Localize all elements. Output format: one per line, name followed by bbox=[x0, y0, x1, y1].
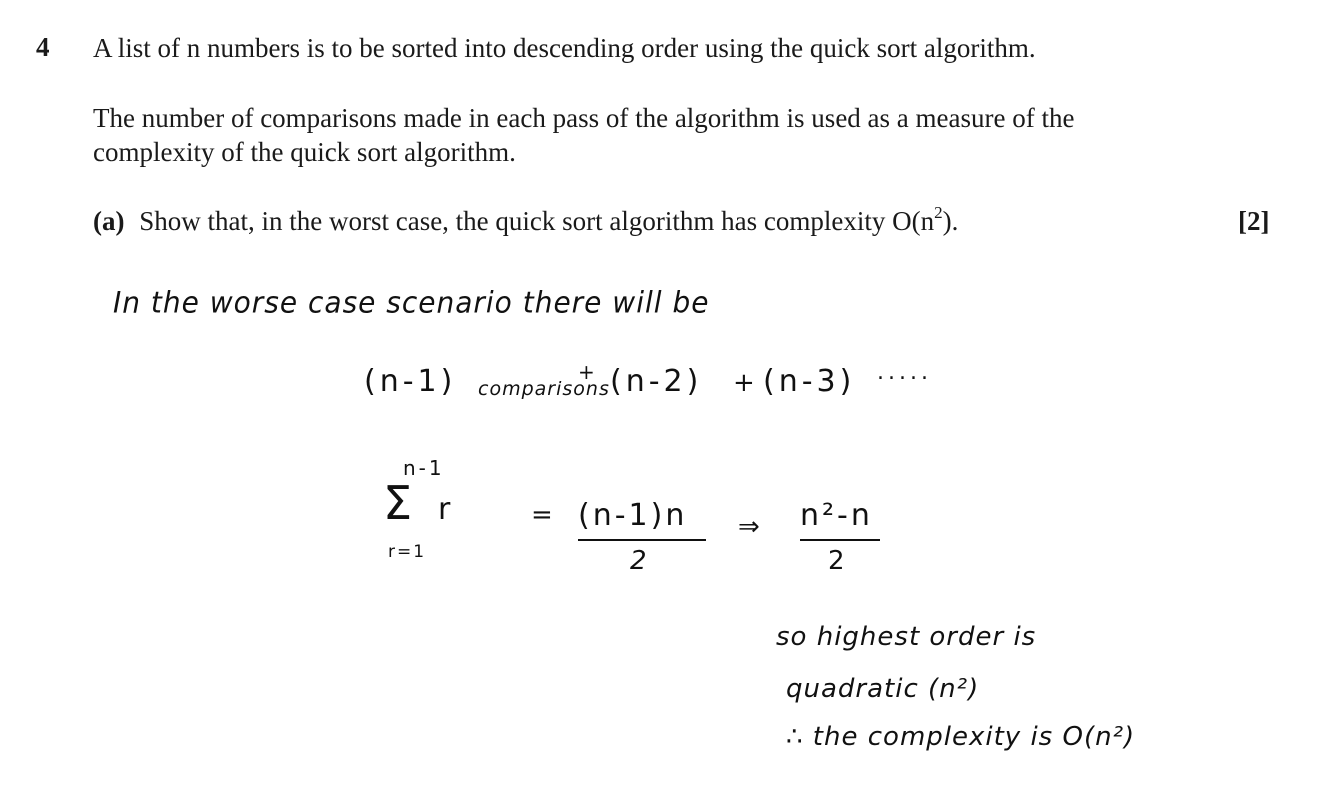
conclusion-line-3: ∴ the complexity is O(n²) bbox=[786, 722, 1136, 752]
question-stem-line-2: The number of comparisons made in each pass of the algorithm is used as a measure of the bbox=[93, 103, 1075, 133]
fraction-2-numerator: n²-n bbox=[800, 498, 873, 533]
implies-arrow: ⇒ bbox=[738, 512, 761, 542]
term-n-minus-2: (n-2) bbox=[610, 364, 703, 399]
part-a-text: Show that, in the worst case, the quick sort algorithm has complexity O(n bbox=[139, 206, 935, 236]
fraction-1-denominator: 2 bbox=[630, 546, 648, 576]
sum-lower-limit: r=1 bbox=[388, 542, 427, 562]
sigma-symbol: Σ bbox=[383, 476, 414, 530]
part-a-label: (a) bbox=[93, 206, 125, 236]
question-stem-line-1: A list of n numbers is to be sorted into descending order using the quick sort algorithm. bbox=[93, 33, 1036, 63]
comparisons-note: comparisons bbox=[478, 378, 610, 400]
part-a-exponent: 2 bbox=[934, 203, 943, 222]
answer-intro-line: In the worse case scenario there will be bbox=[113, 285, 710, 320]
part-a-prompt bbox=[93, 204, 958, 239]
fraction-2-line bbox=[800, 539, 880, 541]
plus-sign-1: + bbox=[578, 360, 596, 384]
part-a-marks: [2] bbox=[1238, 206, 1270, 236]
question-stem-line-3: complexity of the quick sort algorithm. bbox=[93, 137, 516, 167]
equals-sign: = bbox=[531, 500, 554, 530]
fraction-2-denominator: 2 bbox=[828, 546, 846, 576]
question-number: 4 bbox=[36, 32, 50, 62]
conclusion-line-2: quadratic (n²) bbox=[786, 674, 980, 704]
fraction-1-numerator: (n-1)n bbox=[578, 498, 688, 533]
plus-sign-2: + bbox=[733, 368, 756, 398]
fraction-1-line bbox=[578, 539, 706, 541]
term-n-minus-1: (n-1) bbox=[364, 364, 457, 399]
sum-upper-limit: n-1 bbox=[403, 456, 445, 480]
continuation-dots: ..... bbox=[877, 360, 932, 385]
conclusion-line-1: so highest order is bbox=[776, 622, 1037, 652]
sum-variable: r bbox=[438, 492, 452, 527]
part-a-text-end: ). bbox=[942, 206, 959, 236]
term-n-minus-3: (n-3) bbox=[763, 364, 856, 399]
